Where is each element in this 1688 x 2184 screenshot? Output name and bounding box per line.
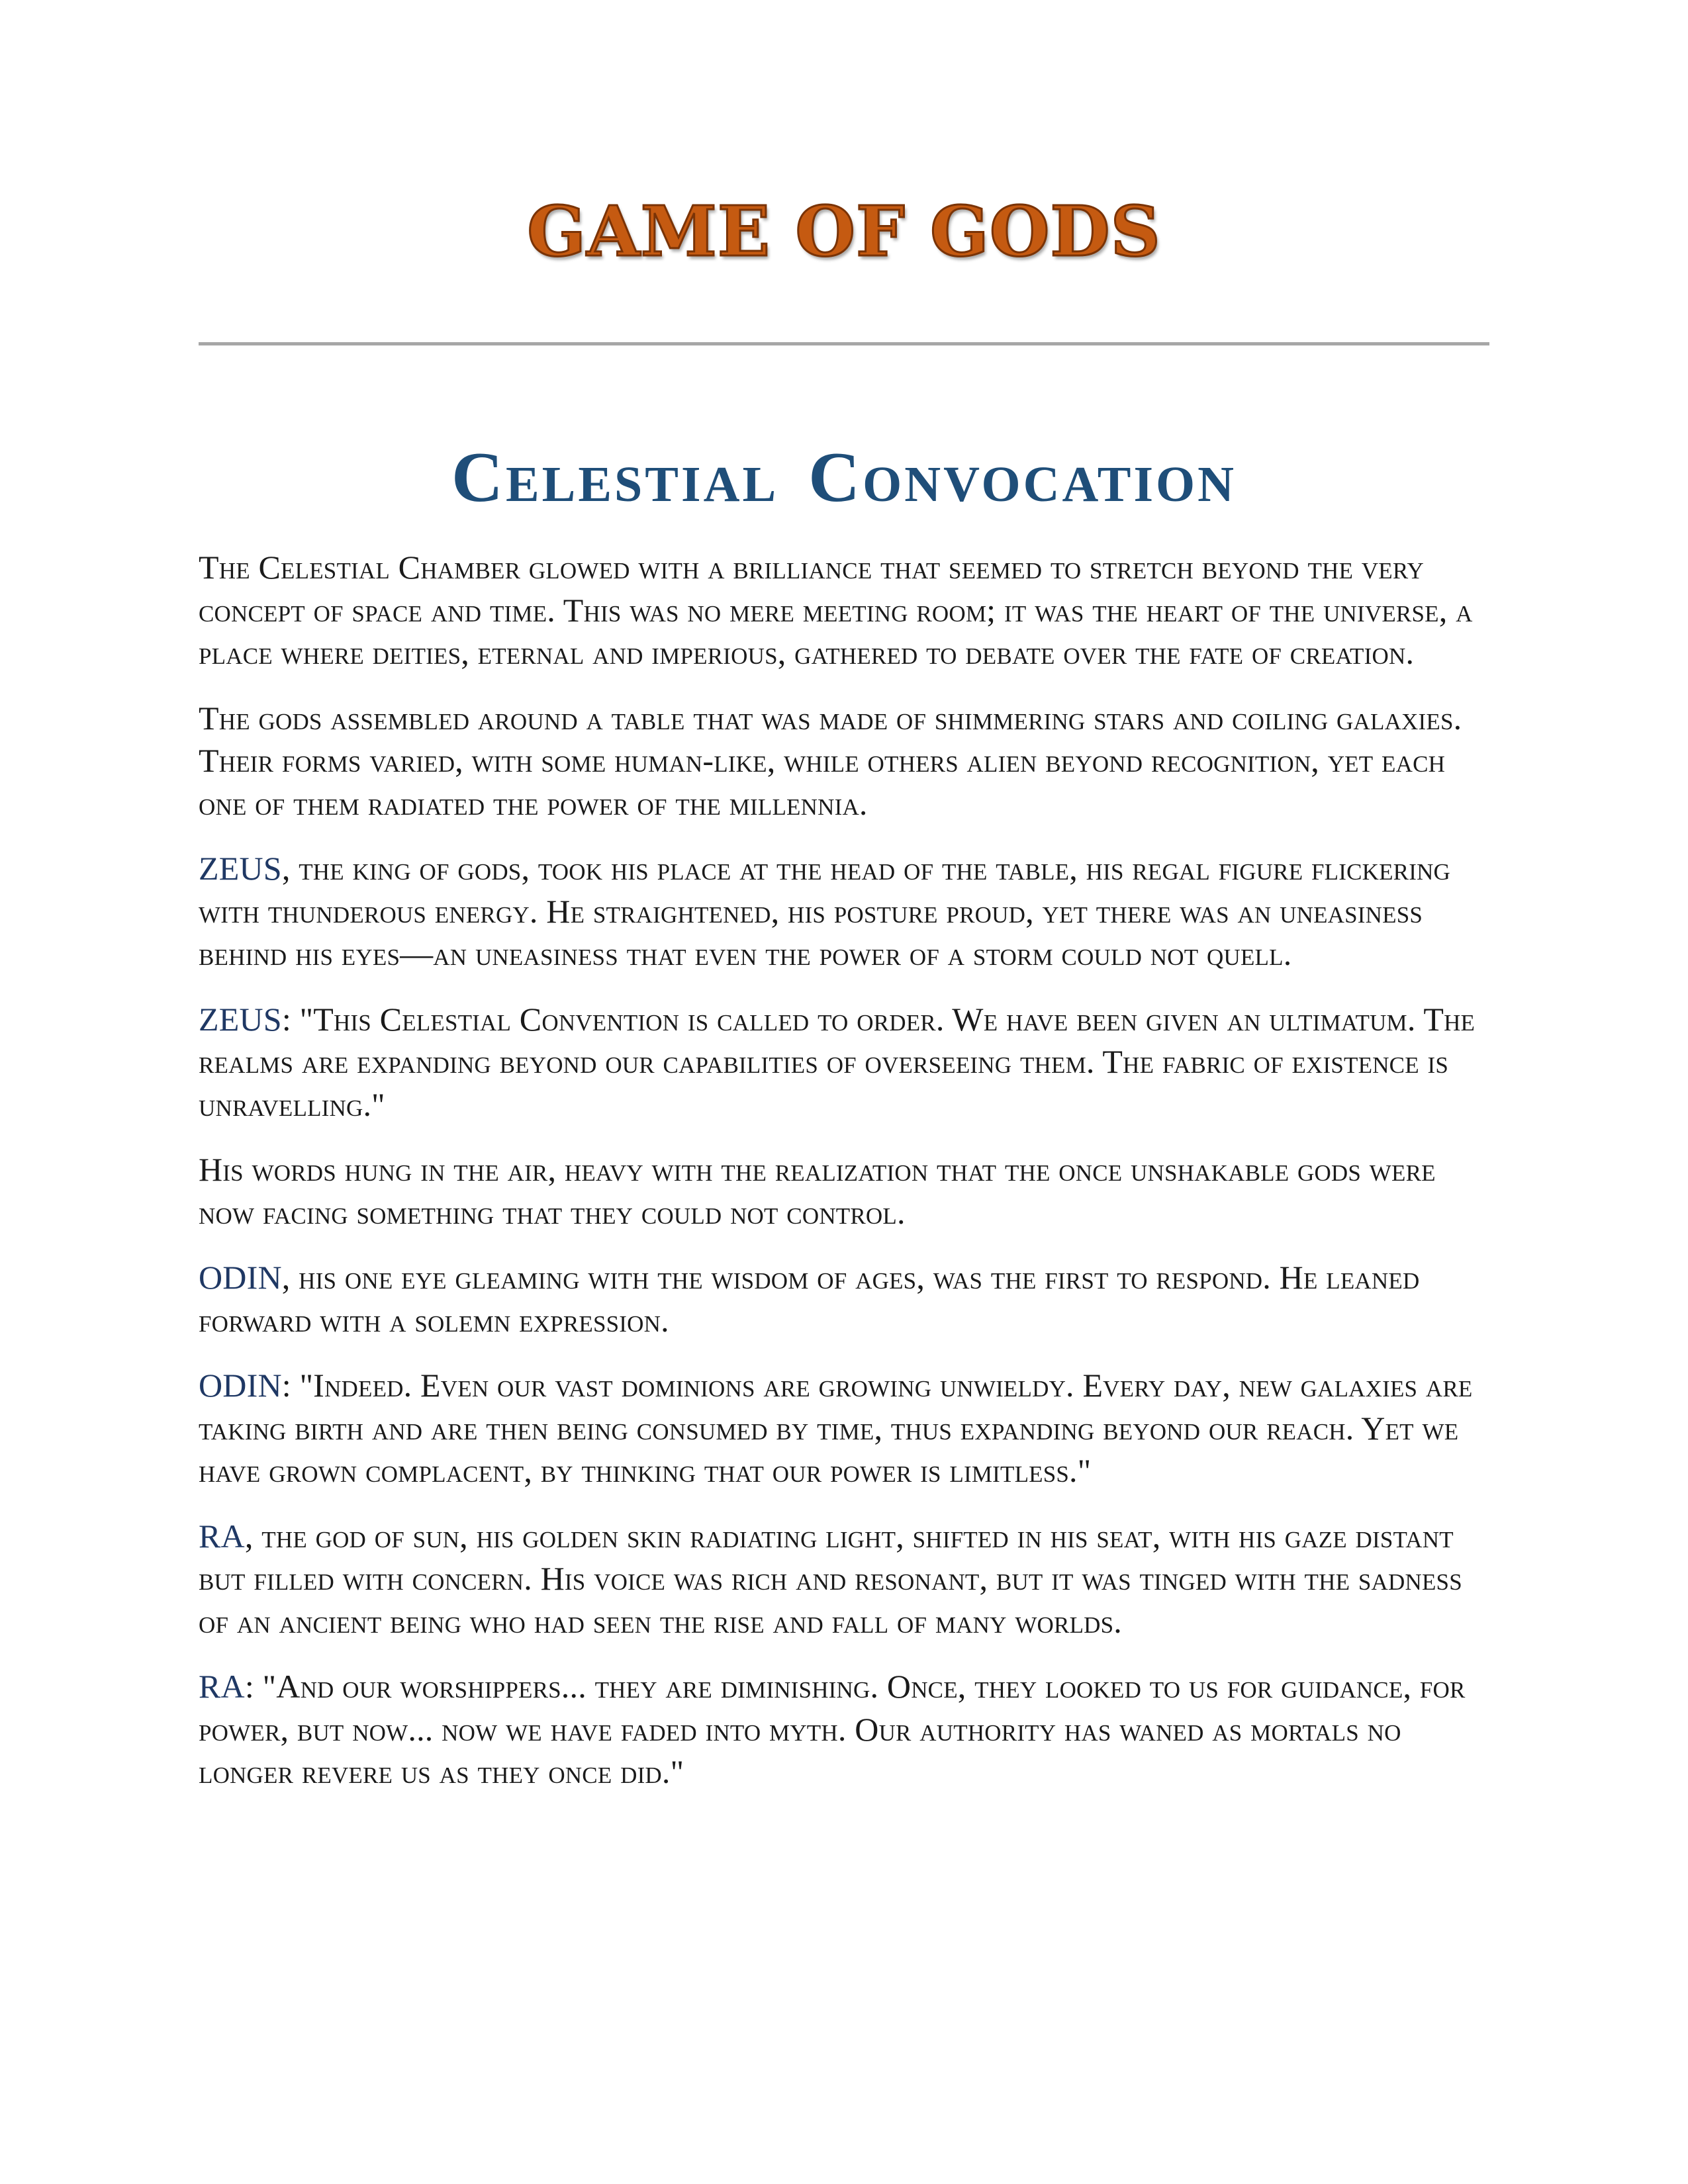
paragraph-text: , the god of sun, his golden skin radiating light, shifted in his seat, with his gaze distant but filled with concern. His voice was rich and resonant, but it was tinged with the sadness of an ancient being who had seen the rise and fall of many worlds. [199, 1517, 1462, 1640]
title-divider [199, 342, 1489, 345]
paragraph [199, 1665, 1489, 1794]
paragraph [199, 1515, 1489, 1643]
paragraph-text: His words hung in the air, heavy with the realization that the once unshakable gods were now facing something that they could not control. [199, 1151, 1436, 1231]
book-title: GAME OF GODS [527, 191, 1161, 272]
paragraph [199, 697, 1489, 825]
speaker-name: ZEUS [199, 1000, 282, 1038]
paragraph [199, 546, 1489, 674]
paragraph-text: : "This Celestial Convention is called to order. We have been given an ultimatum. The realms are expanding beyond our capabilities of overseeing them. The fabric of existence is unravelling." [199, 1000, 1476, 1123]
speaker-name: ZEUS [199, 850, 282, 887]
speaker-name: ODIN [199, 1367, 282, 1404]
paragraph-text: : "And our worshippers... they are diminishing. Once, they looked to us for guidance, for power, but now... now we have faded into myth. Our authority has waned as mortals no longer revere us as they once did." [199, 1668, 1466, 1790]
chapter-title: Celestial Convocation [451, 438, 1237, 517]
chapter-body [199, 546, 1489, 1816]
speaker-name: RA [199, 1517, 245, 1555]
speaker-name: ODIN [199, 1259, 282, 1296]
paragraph [199, 998, 1489, 1126]
paragraph-text: : "Indeed. Even our vast dominions are growing unwieldy. Every day, new galaxies are taking birth and are then being consumed by time, thus expanding beyond our reach. Yet we have grown complacent, by thinking that our power is limitless." [199, 1367, 1473, 1489]
paragraph [199, 847, 1489, 976]
paragraph-text: The Celestial Chamber glowed with a brilliance that seemed to stretch beyond the very concept of space and time. This was no mere meeting room; it was the heart of the universe, a place where deities, eternal and imperious, gathered to debate over the fate of creation. [199, 549, 1473, 671]
paragraph-text: The gods assembled around a table that was made of shimmering stars and coiling galaxies. Their forms varied, with some human-like, while others alien beyond recognition, yet each one of them radiated the power of the millennia. [199, 699, 1462, 822]
paragraph-text: , his one eye gleaming with the wisdom of ages, was the first to respond. He leaned forward with a solemn expression. [199, 1259, 1420, 1339]
paragraph [199, 1148, 1489, 1234]
speaker-name: RA [199, 1668, 245, 1705]
paragraph [199, 1256, 1489, 1342]
paragraph [199, 1364, 1489, 1492]
paragraph-text: , the king of gods, took his place at the head of the table, his regal figure flickering with thunderous energy. He straightened, his posture proud, yet there was an uneasiness behind his eyes—an uneasiness that even the power of a storm could not quell. [199, 850, 1451, 972]
